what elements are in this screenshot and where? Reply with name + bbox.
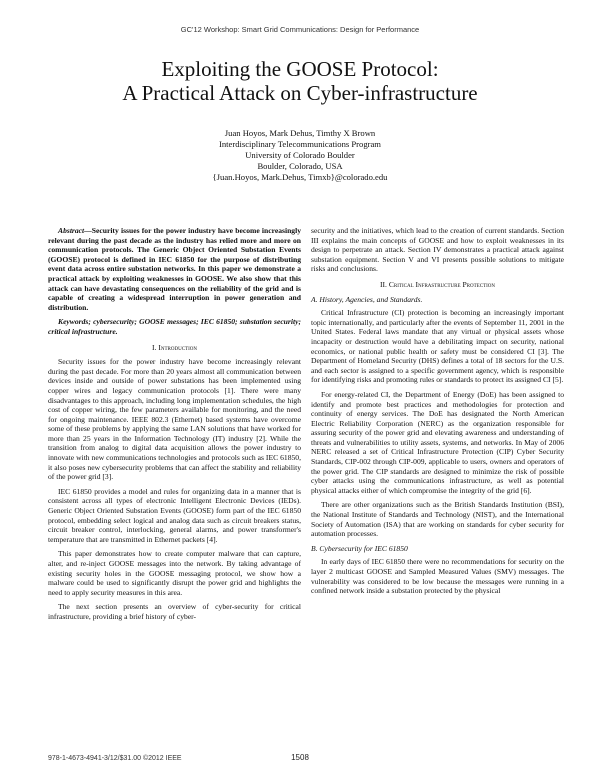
abstract-text: —Security issues for the power industry have become increasingly relevant during the past decade as the industry has relied more and more on communication protocols. The Generic Object Oriented Substation Events (GOOSE) protocol is defined in IEC 61850 for the purpose of distributing event data across entire substation networks. In this paper we demonstrate a practical attack by exploiting weaknesses in GOOSE. We also show that this attack can have devastating consequences on the reliability of the grid and is capable of creating a widespread interruption in power generation and distribution.: [48, 226, 301, 312]
keywords: Keywords; cybersecurity; GOOSE messages; IEC 61850; substation security; critical infrastructure.: [48, 317, 301, 336]
subsection-heading-a: A. History, Agencies, and Standards.: [311, 294, 423, 304]
abstract-label: Abstract: [58, 226, 85, 235]
copyright-notice: 978-1-4673-4941-3/12/$31.00 ©2012 IEEE: [48, 755, 182, 762]
author-names: Juan Hoyos, Mark Dehus, Timthy X Brown: [224, 128, 376, 138]
paragraph: Critical Infrastructure (CI) protection is becoming an increasingly important topic internationally, and particularly after the events of September 11, 2001 in the United States. Federal laws mandate that any virtual or physical assets whose incapacity or destruction would have a debilitating impact on security, national economics, or national public health or safety must be considered CI [3]. The Department of Homeland Security (DHS) defines a total of 18 sectors for the U.S. and each sector is assigned to a specific government agency, which is responsible for identifying risks and promoting rules or standards to protect its assigned CI [5].: [311, 308, 564, 385]
author-location: Boulder, Colorado, USA: [257, 161, 343, 171]
section-heading-introduction: I. Introduction: [152, 342, 197, 352]
author-block: [0, 128, 600, 183]
paragraph: security and the initiatives, which lead to the creation of current standards. Section III explains the main concepts of GOOSE and how to exploit weaknesses in its design to perpetrate an attack. Section IV demonstrates a practical attack against substation equipment. Section V and VI presents possible solutions to mitigate risks and conclusions.: [311, 226, 564, 274]
paragraph: There are other organizations such as the British Standards Institution (BSI), the National Institute of Standards and Technology (NIST), and the International Society of Automation (ISA) that are working on standards for cyber security for automation processes.: [311, 500, 564, 539]
paragraph: This paper demonstrates how to create computer malware that can capture, alter, and re-inject GOOSE messages into the network. By taking advantage of existing security holes in the GOOSE messaging protocol, we show how a malware could be used to significantly disrupt the power grid and highlights the need to apply security measures in this area.: [48, 549, 301, 597]
author-emails: {Juan.Hoyos, Mark.Dehus, Timxb}@colorado.edu: [212, 172, 388, 182]
conference-header: GC'12 Workshop: Smart Grid Communications: Design for Performance: [180, 25, 420, 34]
left-column: [48, 226, 301, 627]
title-line-2: A Practical Attack on Cyber-infrastructure: [122, 81, 478, 105]
author-department: Interdisciplinary Telecommunications Program: [218, 139, 381, 149]
right-column: [311, 226, 564, 601]
paragraph: In early days of IEC 61850 there were no recommendations for security on the layer 2 multicast GOOSE and Sampled Measured Values (SMV) messages. The vulnerability was considered to be low because the messages were running in a confined network inside a substation protected by the physical: [311, 557, 564, 596]
paragraph: For energy-related CI, the Department of Energy (DoE) has been assigned to identify and promote best practices and methodologies for protection and continuity of energy services. The DoE has designated the North American Electric Reliability Corporation (NERC) as the organization responsible for assuring security of the power grid and elevating awareness and understanding of threats and vulnerabilities to utility assets, systems, and networks. In May of 2006 NERC released a set of Critical Infrastructure Protection (CIP) Cyber Security Standards, CIP-002 through CIP-009, applicable to users, owners and operators of the power grid. The CIP standards are designed to minimize the risk of possible cyber attacks using the communications infrastructure, as well as potential physical attacks either of which compromise the integrity of the grid [6].: [311, 389, 564, 495]
subsection-heading-b: B. Cybersecurity for IEC 61850: [311, 543, 408, 553]
author-university: University of Colorado Boulder: [245, 150, 355, 160]
paper-title: [0, 57, 600, 105]
page-number: 1508: [291, 753, 309, 762]
paragraph: IEC 61850 provides a model and rules for organizing data in a manner that is consistent across all types of electronic Intelligent Electronic Devices (IEDs). Generic Object Oriented Substation Events (GOOSE) form part of the IEC 61850 protocol, embedding select logical and analog data such as circuit breakers status, circuit breaker control, interlocking, general alarms, and power transformer's temperature that are transmitted in Ethernet packets [4].: [48, 486, 301, 544]
title-line-1: Exploiting the GOOSE Protocol:: [161, 57, 439, 81]
paragraph: Security issues for the power industry have become increasingly relevant during the past decade. For more than 20 years almost all communication between devices inside and outside of power substations has been implemented using copper wires and legacy communication protocols [1]. There were many disadvantages to this approach, including long implementation schedules, the high cost of copper wiring, the few parameters available for monitoring, and the need for ongoing maintenance. IEEE 802.3 (Ethernet) based systems have overcome some of these problems by applying the same LAN solutions that have worked for more than 25 years in the Information Technology (IT) industry [2]. While the transition from analog to digital data acquisition allows the power industry to innovate with new communications technologies and protocols such as IEC 61850, it also poses new cybersecurity problems that can affect the stability and reliability of the power grid [3].: [48, 357, 301, 482]
abstract: [48, 226, 301, 312]
paragraph: The next section presents an overview of cyber-security for critical infrastructure, providing a brief history of cyber-: [48, 602, 301, 621]
section-heading-cip: II. Critical Infrastructure Protection: [379, 279, 496, 289]
